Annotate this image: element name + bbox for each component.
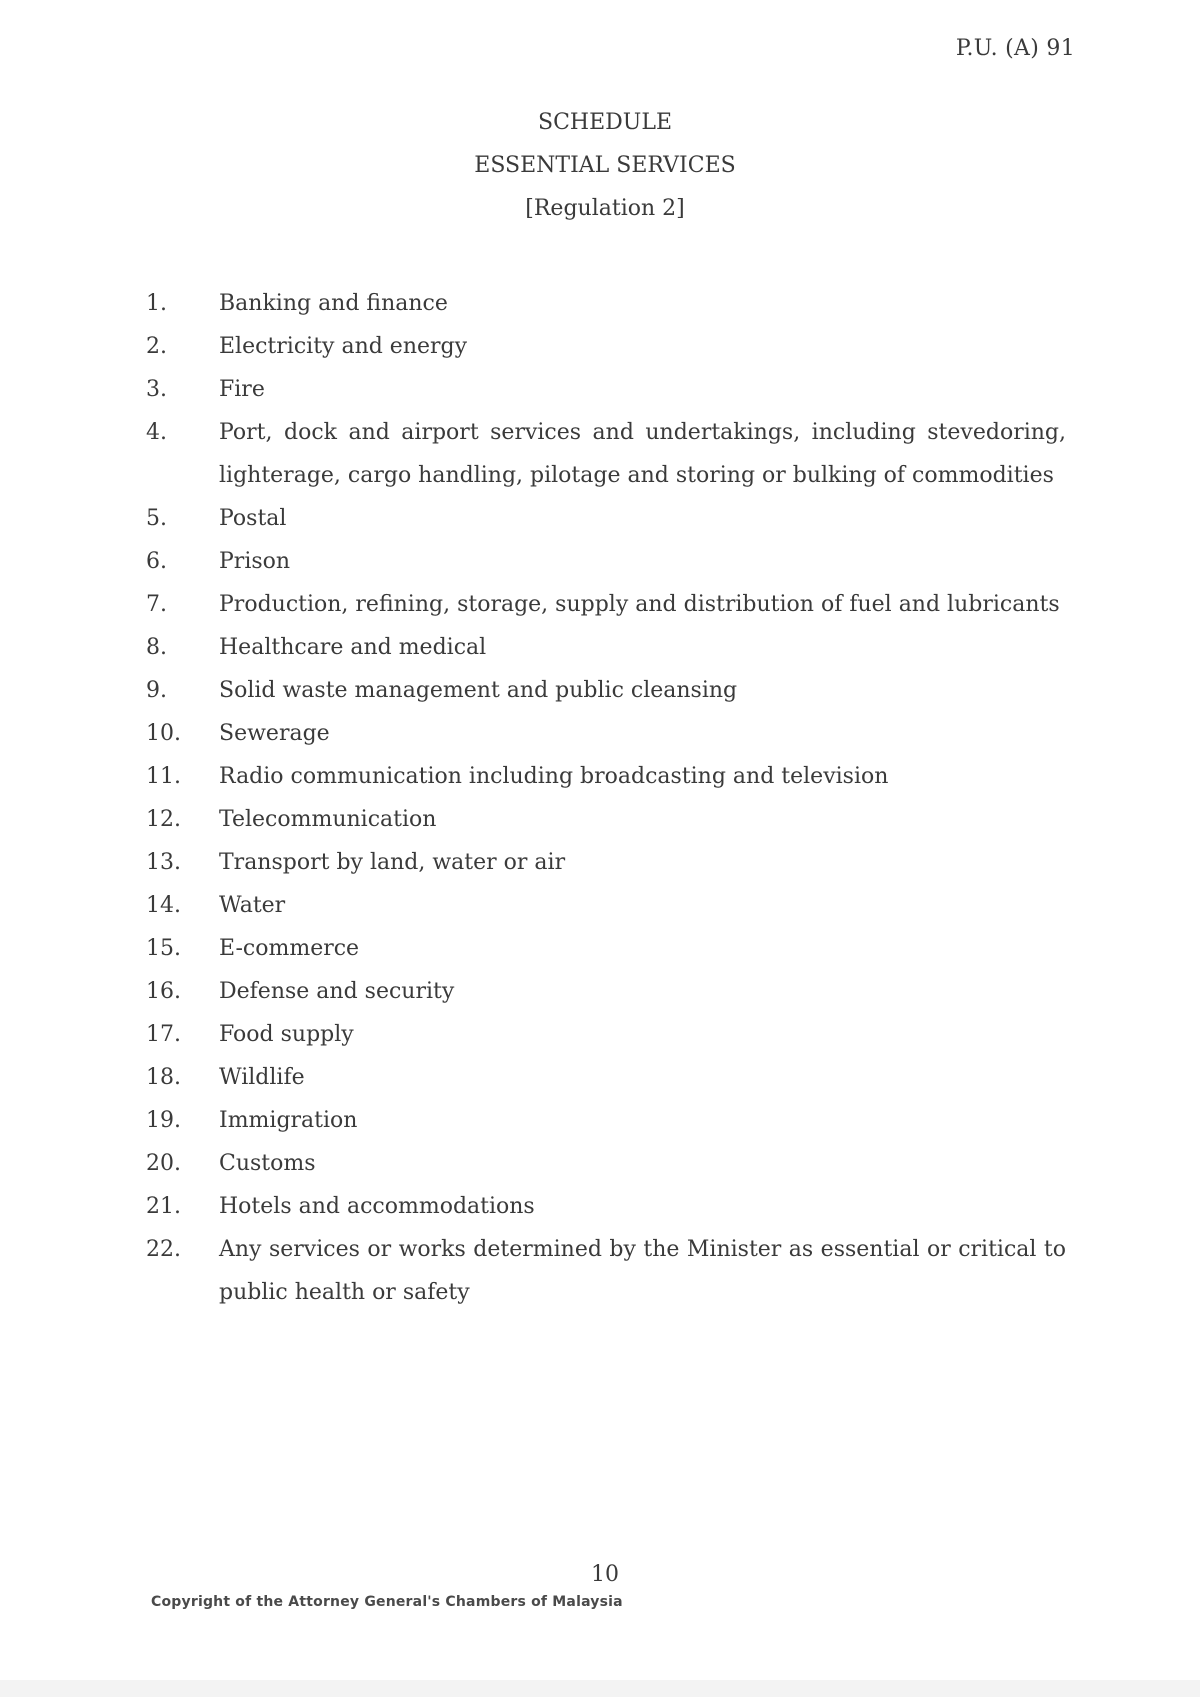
item-number: 17.: [146, 1022, 181, 1047]
item-number: 11.: [146, 764, 181, 789]
item-text: Telecommunication: [219, 807, 437, 832]
item-text: Port, dock and airport services and undertakings, including stevedoring, lighterage, cargo handling, pilotage and storing or bulking of commodities: [219, 420, 1066, 488]
item-text: Sewerage: [219, 721, 330, 746]
page-number: 10: [591, 1562, 619, 1587]
list-item: [146, 583, 1066, 626]
list-item: [146, 1013, 1066, 1056]
item-text: Prison: [219, 549, 291, 574]
item-text: Wildlife: [219, 1065, 305, 1090]
list-item: [146, 368, 1066, 411]
list-item: [146, 325, 1066, 368]
item-number: 15.: [146, 936, 181, 961]
item-text: Production, refining, storage, supply and distribution of fuel and lubricants: [219, 592, 1060, 617]
page-edge: [0, 1680, 1200, 1697]
item-text: Banking and finance: [219, 291, 448, 316]
list-item: [146, 798, 1066, 841]
item-number: 2.: [146, 334, 167, 359]
item-text: Fire: [219, 377, 265, 402]
list-item: [146, 1056, 1066, 1099]
list-item: [146, 282, 1066, 325]
item-number: 19.: [146, 1108, 181, 1133]
item-number: 12.: [146, 807, 181, 832]
item-number: 9.: [146, 678, 167, 703]
item-number: 1.: [146, 291, 167, 316]
list-item: [146, 884, 1066, 927]
list-item: [146, 540, 1066, 583]
list-item: [146, 1099, 1066, 1142]
item-text: Electricity and energy: [219, 334, 468, 359]
list-item: [146, 626, 1066, 669]
item-text: Transport by land, water or air: [219, 850, 566, 875]
item-number: 8.: [146, 635, 167, 660]
list-item: [146, 927, 1066, 970]
item-number: 13.: [146, 850, 181, 875]
copyright-notice: Copyright of the Attorney General's Chambers of Malaysia: [151, 1594, 623, 1610]
item-number: 18.: [146, 1065, 181, 1090]
list-item: [146, 411, 1066, 497]
item-text: Customs: [219, 1151, 316, 1176]
document-reference: P.U. (A) 91: [955, 36, 1075, 61]
schedule-subtitle: ESSENTIAL SERVICES: [474, 153, 736, 178]
regulation-reference: [Regulation 2]: [525, 196, 685, 221]
item-text: Solid waste management and public cleansing: [219, 678, 738, 703]
item-text: Radio communication including broadcasting and television: [219, 764, 889, 789]
item-text: Postal: [219, 506, 287, 531]
list-item: [146, 669, 1066, 712]
list-item: [146, 755, 1066, 798]
item-number: 5.: [146, 506, 167, 531]
list-item: [146, 1142, 1066, 1185]
item-text: E-commerce: [219, 936, 360, 961]
list-item: [146, 1228, 1066, 1314]
item-text: Hotels and accommodations: [219, 1194, 535, 1219]
item-text: Healthcare and medical: [219, 635, 487, 660]
item-text: Any services or works determined by the Minister as essential or critical to public health or safety: [219, 1237, 1066, 1305]
item-text: Water: [219, 893, 286, 918]
item-number: 10.: [146, 721, 181, 746]
list-item: [146, 497, 1066, 540]
item-number: 22.: [146, 1237, 181, 1262]
list-item: [146, 970, 1066, 1013]
item-number: 16.: [146, 979, 181, 1004]
item-number: 21.: [146, 1194, 181, 1219]
item-text: Food supply: [219, 1022, 354, 1047]
list-item: [146, 1185, 1066, 1228]
item-number: 4.: [146, 420, 167, 445]
essential-services-list: [146, 282, 1066, 1314]
item-number: 7.: [146, 592, 167, 617]
item-number: 20.: [146, 1151, 181, 1176]
item-text: Defense and security: [219, 979, 455, 1004]
list-item: [146, 712, 1066, 755]
item-number: 6.: [146, 549, 167, 574]
schedule-title: SCHEDULE: [538, 110, 672, 135]
list-item: [146, 841, 1066, 884]
item-number: 3.: [146, 377, 167, 402]
item-text: Immigration: [219, 1108, 358, 1133]
item-number: 14.: [146, 893, 181, 918]
